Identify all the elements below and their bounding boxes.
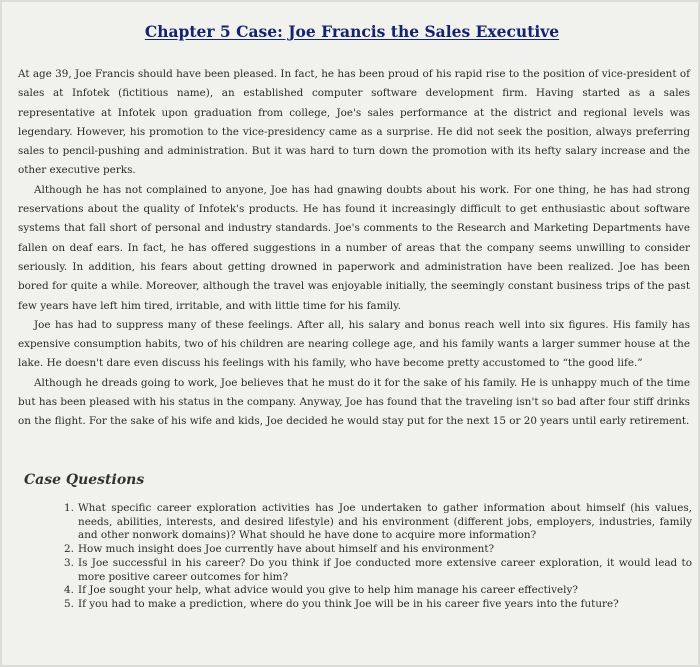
question-number: 4. xyxy=(64,584,74,597)
paragraph-1: At age 39, Joe Francis should have been pleased. In fact, he has been proud of his rapid rise to the position of vice-president of sales at Infotek (fictitious name), an established computer software development firm. Having started as a sales representative at Infotek upon graduation from college, Joe's sales performance at the district and regional levels was legendary. However, his promotion to the vice-presidency came as a surprise. He did not seek the position, always preferring sales to pencil-pushing and administration. But it was hard to turn down the promotion with its hefty salary increase and the other executive perks. xyxy=(18,68,690,177)
case-body xyxy=(18,65,690,432)
page-title: Chapter 5 Case: Joe Francis the Sales Executive xyxy=(144,22,560,41)
case-questions-list xyxy=(64,502,692,612)
question-number: 1. xyxy=(64,502,74,514)
question-item xyxy=(64,584,692,598)
case-questions-heading: Case Questions xyxy=(24,472,145,488)
paragraph-3: Joe has had to suppress many of these feelings. After all, his salary and bonus reach well into six figures. His family has expensive consumption habits, two of his children are nearing college age, and his family wants a larger summer house at the lake. He doesn't dare even discuss his feelings with his family, who have become pretty accustomed to “the good life.” xyxy=(18,318,690,370)
question-item xyxy=(64,598,692,612)
paragraph-4: Although he dreads going to work, Joe believes that he must do it for the sake of his family. He is unhappy much of the time but has been pleased with his status in the company. Anyway, Joe has found that the traveling isn't so bad after four stiff drinks on the flight. For the sake of his wife and kids, Joe decided he would stay put for the next 15 or 20 years until early retirement. xyxy=(18,376,690,428)
question-item xyxy=(64,543,692,557)
question-item xyxy=(64,557,692,584)
question-item xyxy=(64,502,692,543)
question-text: What specific career exploration activities has Joe undertaken to gather information about himself (his values, needs, abilities, interests, and desired lifestyle) and his environment (different jobs, employers, industries, family and other nonwork domains)? What should he have done to acquire more information? xyxy=(78,502,692,542)
question-text: If you had to make a prediction, where do you think Joe will be in his career five years into the future? xyxy=(78,597,619,610)
question-number: 5. xyxy=(64,597,74,610)
paragraph-2: Although he has not complained to anyone, Joe has had gnawing doubts about his work. For one thing, he has had strong reservations about the quality of Infotek's products. He has found it increasingly difficult to get enthusiastic about software systems that fall short of personal and industry standards. Joe's comments to the Research and Marketing Departments have fallen on deaf ears. In fact, he has offered suggestions in a number of areas that the company seems unwilling to consider seriously. In addition, his fears about getting drowned in paperwork and administration have been realized. Joe has been bored for quite a while. Moreover, although the travel was enjoyable initially, the seemingly constant business trips of the past few years have left him tired, irritable, and with little time for his family. xyxy=(18,183,690,312)
question-text: If Joe sought your help, what advice would you give to help him manage his career effectively? xyxy=(78,584,578,597)
question-text: Is Joe successful in his career? Do you think if Joe conducted more extensive career exploration, it would lead to more positive career outcomes for him? xyxy=(78,556,692,583)
document-page xyxy=(2,2,698,665)
question-number: 2. xyxy=(64,543,74,556)
question-text: How much insight does Joe currently have about himself and his environment? xyxy=(78,543,495,556)
question-number: 3. xyxy=(64,556,74,569)
